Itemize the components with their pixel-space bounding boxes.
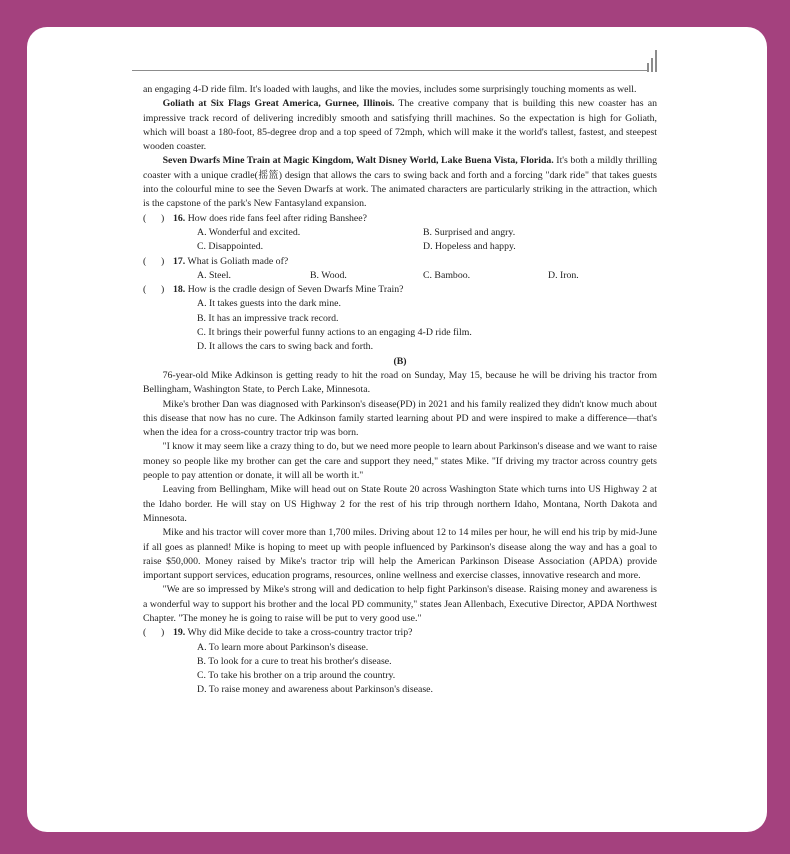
- option-c[interactable]: C. To take his brother on a trip around the country.: [197, 670, 396, 682]
- answer-blank[interactable]: ( ): [143, 212, 165, 224]
- passage-paragraph: "I know it may seem like a crazy thing to do, but we need more people to learn about Parkinson's disease and we want to raise money so people like my brother can get the care and support they need," states Mike. "If driving my tractor across country gets people to pay attention or donate, it will all be worth it.": [143, 441, 657, 482]
- option-a[interactable]: A. It takes guests into the dark mine.: [197, 298, 341, 310]
- goliath-text: The creative company that is building this new coaster has an impressive track record of delivering incredibly smooth and satisfying thrill machines. So the expectation is high for Goliath, which will boast a 180-foot, 85-degree drop and a top speed of 72mph, which will make it the world's tallest, fastest, and steepest wooden coaster.: [143, 98, 657, 153]
- option-b[interactable]: B. Wood.: [310, 269, 347, 281]
- question-text: How is the cradle design of Seven Dwarfs Mine Train?: [185, 284, 404, 296]
- option-a[interactable]: A. Wonderful and excited.: [197, 226, 301, 238]
- passage-paragraph: 76-year-old Mike Adkinson is getting ready to hit the road on Sunday, May 15, because he will be driving his tractor from Bellingham, Washington State, to Perch Lake, Minnesota.: [143, 369, 657, 396]
- passage-paragraph: Leaving from Bellingham, Mike will head out on State Route 20 across Washington State which turns into US Highway 2 at the Idaho border. He will stay on US Highway 2 for the rest of his trip through northern Idaho, Montana, North Dakota and Minnesota.: [143, 484, 657, 524]
- question-18: [143, 283, 657, 297]
- option-d[interactable]: D. Iron.: [548, 269, 579, 281]
- question-17: [143, 255, 657, 269]
- section-b-heading: (B): [393, 355, 407, 367]
- document-body: [143, 83, 657, 698]
- option-row: [197, 240, 657, 254]
- tail-paragraph: an engaging 4-D ride film. It's loaded with laughs, and like the movies, includes some surprisingly touching moments as well.: [143, 84, 637, 95]
- goliath-paragraph: [143, 97, 657, 154]
- option-c[interactable]: C. Disappointed.: [197, 241, 264, 253]
- question-text: What is Goliath made of?: [185, 255, 289, 267]
- goliath-title: Goliath at Six Flags Great America, Gurnee, Illinois.: [162, 98, 395, 110]
- option-c[interactable]: C. Bamboo.: [423, 269, 471, 281]
- option-c[interactable]: C. It brings their powerful funny actions to an engaging 4-D ride film.: [197, 327, 472, 339]
- option-b[interactable]: B. Surprised and angry.: [423, 226, 516, 238]
- question-16: [143, 212, 657, 226]
- option-d[interactable]: D. Hopeless and happy.: [423, 241, 516, 253]
- dwarfs-text: It's both a mildly thrilling coaster with a unique cradle(摇篮) design that allows the cars to swing back and forth and a forcing "dark ride" that takes guests into the colourful mine to see the Seven Dwarfs at work. The animated characters are particularly striking in the attraction, which is the capstone of the park's New Fantasyland expansion.: [143, 155, 657, 210]
- passage-paragraph: "We are so impressed by Mike's strong will and dedication to help fight Parkinson's disease. Raising money and awareness is a wonderful way to support his brother and the local PD community," states Jean Allenbach, Executive Director, APDA Northwest Chapter. "The money he is going to raise will be put to very good use.": [143, 584, 657, 624]
- question-text: How does ride fans feel after riding Banshee?: [185, 212, 367, 224]
- answer-blank[interactable]: ( ): [143, 284, 165, 296]
- option-a[interactable]: A. Steel.: [197, 269, 232, 281]
- answer-blank[interactable]: ( ): [143, 627, 165, 639]
- question-number: 16.: [173, 212, 186, 224]
- option-b[interactable]: B. To look for a cure to treat his brother's disease.: [197, 655, 392, 667]
- question-number: 17.: [173, 255, 186, 267]
- answer-blank[interactable]: ( ): [143, 255, 165, 267]
- dwarfs-title: Seven Dwarfs Mine Train at Magic Kingdom, Walt Disney World, Lake Buena Vista, Florida.: [162, 155, 554, 167]
- page-corner-bars-icon: [647, 50, 657, 72]
- option-d[interactable]: D. It allows the cars to swing back and forth.: [197, 341, 374, 353]
- question-number: 18.: [173, 284, 186, 296]
- option-row: [197, 269, 657, 283]
- dwarfs-paragraph: [143, 154, 657, 211]
- option-row: [197, 226, 657, 240]
- question-19: [143, 626, 657, 640]
- header-rule: [132, 70, 649, 71]
- passage-paragraph: Mike's brother Dan was diagnosed with Parkinson's disease(PD) in 2021 and his family realized they didn't know much about this disease that now has no cure. The Adkinson family started learning about PD and were inspired to make a difference—that's when the idea for a cross-country tractor trip was born.: [143, 398, 657, 439]
- passage-paragraph: Mike and his tractor will cover more than 1,700 miles. Driving about 12 to 14 miles per hour, he will end his trip by mid-June if all goes as planned! Mike is hoping to meet up with people influenced by Parkinson's disease along the way and has a goal to raise $50,000. Money raised by Mike's tractor trip will help the American Parkinson Disease Association (APDA) provide important support services, education programs, resources, online wellness and exercise classes, innovative research and more.: [143, 527, 657, 582]
- option-d[interactable]: D. To raise money and awareness about Parkinson's disease.: [197, 684, 433, 696]
- question-text: Why did Mike decide to take a cross-country tractor trip?: [185, 627, 413, 639]
- option-b[interactable]: B. It has an impressive track record.: [197, 312, 339, 324]
- page-card: [27, 27, 767, 832]
- question-number: 19.: [173, 627, 186, 639]
- option-a[interactable]: A. To learn more about Parkinson's disease.: [197, 641, 369, 653]
